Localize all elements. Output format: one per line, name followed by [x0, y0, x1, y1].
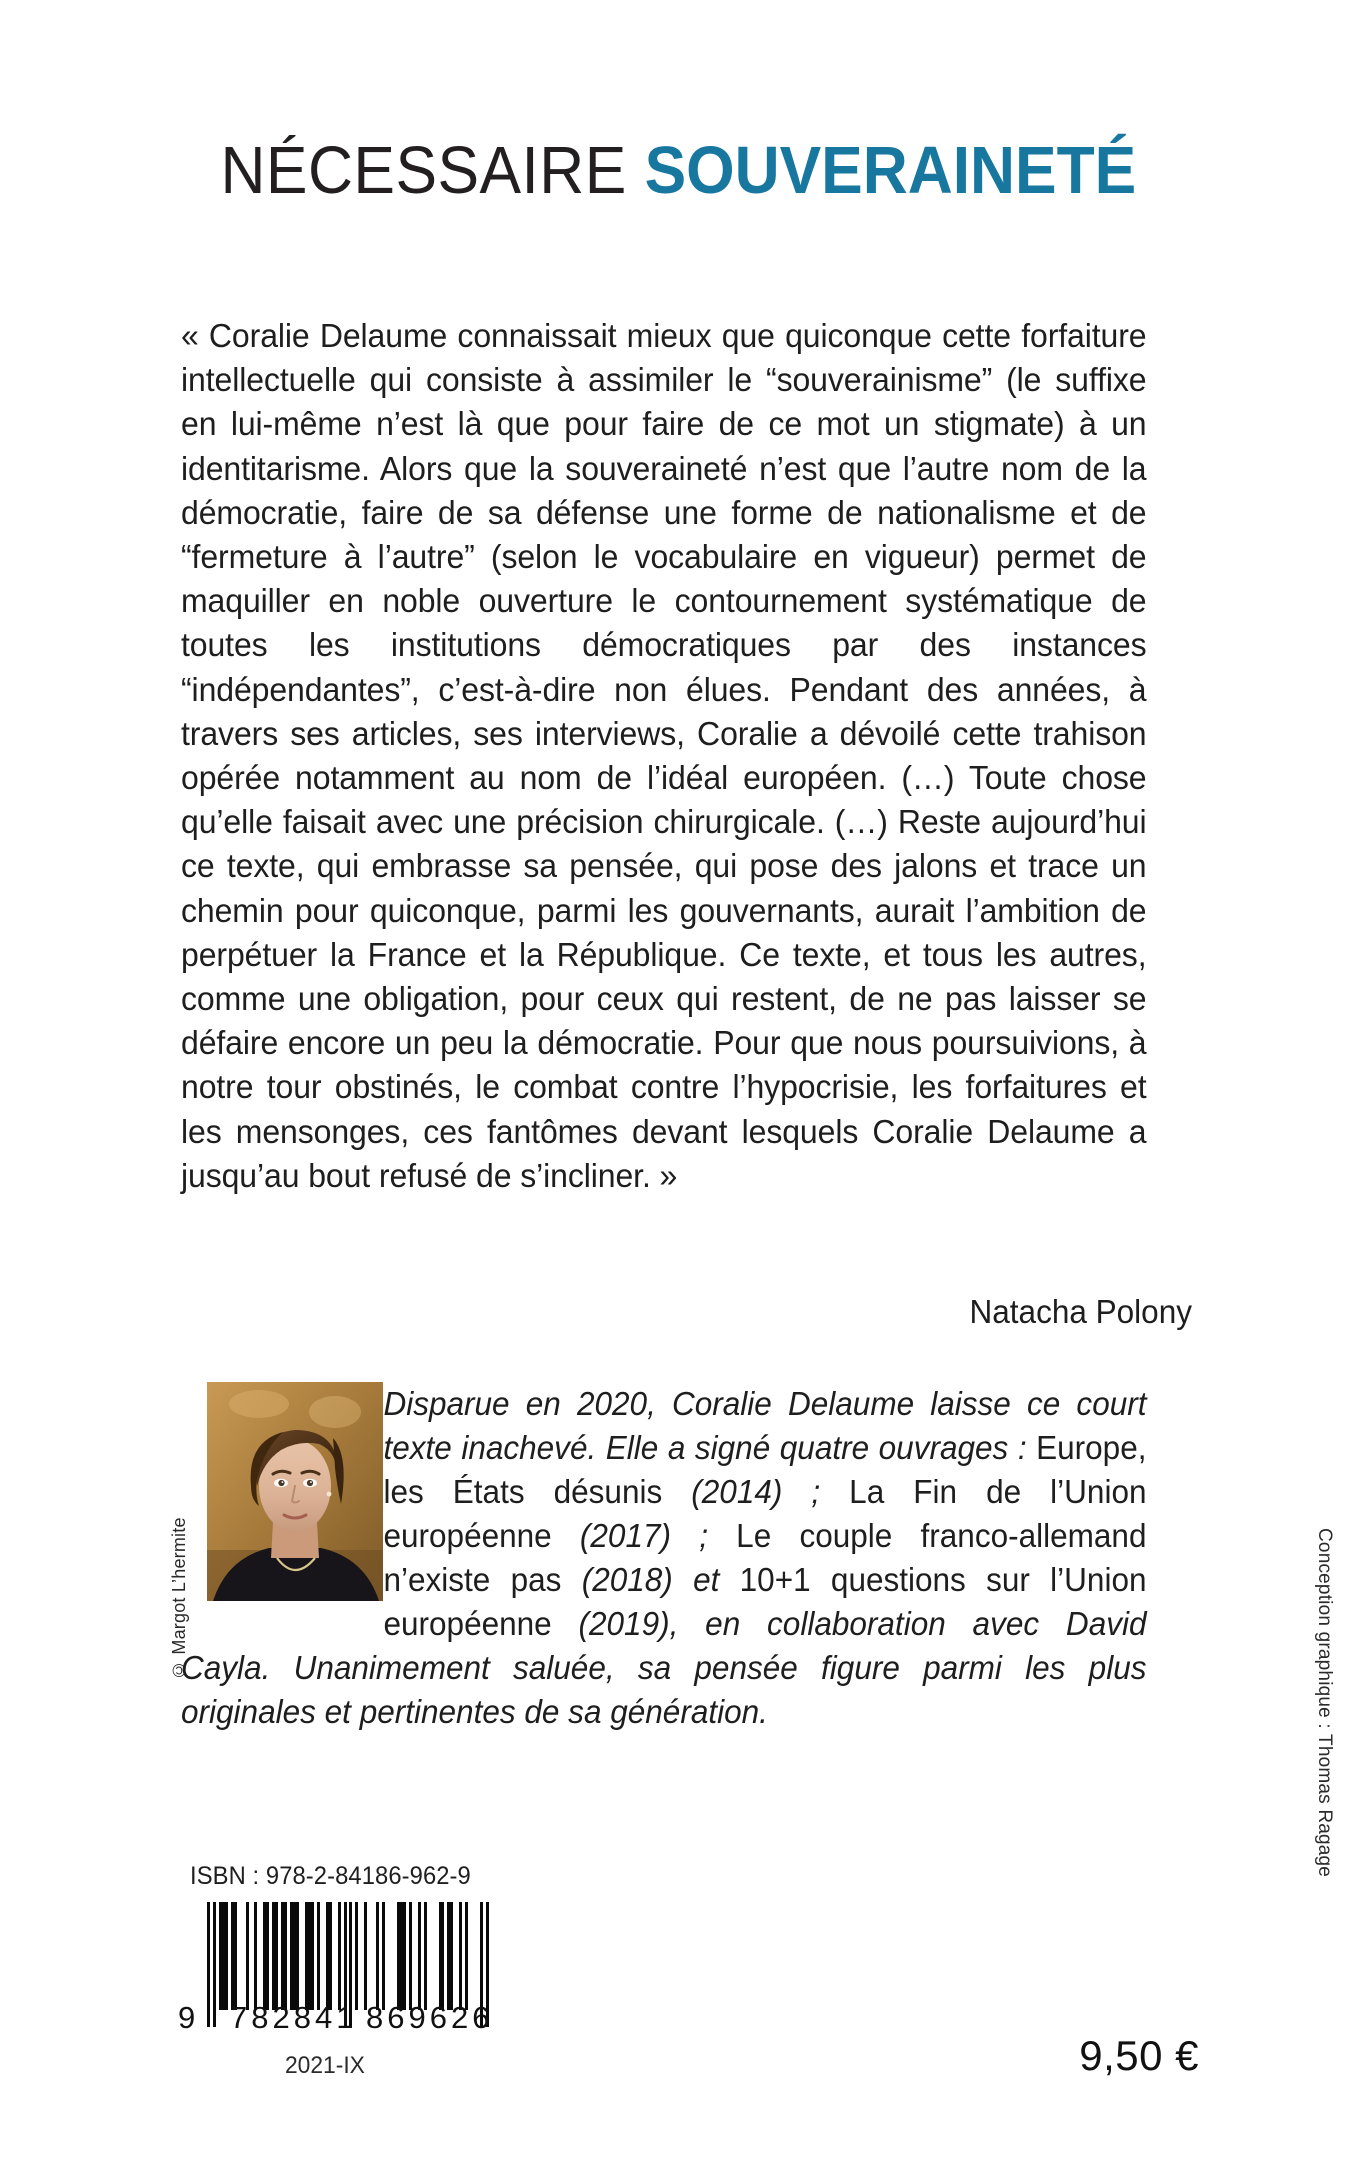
title-text	[221, 132, 1137, 209]
barcode-group-1: 782841	[230, 2000, 358, 2035]
quote-block	[181, 315, 1147, 1199]
price-label: 9,50 €	[1079, 2032, 1199, 2079]
title-plain-part: NÉCESSAIRE	[220, 133, 645, 208]
bio-work-3-year: (2018) et	[561, 1561, 740, 1598]
barcode-bars	[207, 1902, 489, 2010]
bio-work-2-title: La Fin de l’Union européenne	[383, 1473, 1147, 1554]
page-title	[0, 132, 1357, 209]
bio-part-2: , en collaboration avec David Cayla. Unanimement saluée, sa pensée figure parmi les plus originales et pertinentes de sa génération.	[181, 1605, 1147, 1730]
quote-attribution: Natacha Polony	[969, 1293, 1192, 1330]
barcode-left-digit: 9	[178, 2000, 196, 2035]
barcode-group-2: 869626	[366, 2000, 494, 2035]
bio-work-1-title: Europe, les États désunis	[383, 1429, 1147, 1510]
bio-part-1: Disparue en 2020, Coralie Delaume laisse ce court texte inachevé. Elle a signé quatre ouvrages :	[383, 1385, 1147, 1466]
bio-work-4-year: (2019)	[551, 1605, 670, 1642]
designer-credit-label: Conception graphique : Thomas Ragage	[1314, 1528, 1335, 1878]
bio-photo-spacer	[181, 1382, 383, 1607]
title-accent-part: SOUVERAINETÉ	[644, 133, 1137, 208]
bio-paragraph	[181, 1382, 1147, 1734]
bio-work-2-year: (2017) ;	[551, 1517, 737, 1554]
bio-work-3-title: Le couple franco-allemand n’existe pas	[383, 1517, 1147, 1598]
author-bio-section	[169, 1382, 1192, 1772]
isbn-label: ISBN : 978-2-84186-962-9	[190, 1862, 471, 1890]
quote-paragraph: « Coralie Delaume connaissait mieux que quiconque cette forfaiture intellectuelle qui consiste à assimiler le “souverainisme” (le suffixe en lui-même n’est là que pour faire de ce mot un stigmate) à un identitarisme. Alors que la souveraineté n’est que l’autre nom de la démocratie, faire de sa défense une forme de nationalisme et de “fermeture à l’autre” (selon le vocabulaire en vigueur) permet de maquiller en noble ouverture le contournement systématique de toutes les institutions démocratiques par des instances “indépendantes”, c’est-à-dire non élues. Pendant des années, à travers ses articles, ses interviews, Coralie a dévoilé cette trahison opérée notamment au nom de l’idéal européen. (…) Toute chose qu’elle faisait avec une précision chirurgicale. (…) Reste aujourd’hui ce texte, qui embrasse sa pensée, qui pose des jalons et trace un chemin pour quiconque, parmi les gouvernants, aurait l’ambition de perpétuer la France et la République. Ce texte, et tous les autres, comme une obligation, pour ceux qui restent, de ne pas laisser se défaire encore un peu la démocratie. Pour que nous poursuivions, à notre tour obstinés, le combat contre l’hypocrisie, les forfaitures et les mensonges, ces fantômes devant lesquels Coralie Delaume a jusqu’au bout refusé de s’incliner. »	[181, 318, 1147, 1195]
bio-work-1-year: (2014) ;	[662, 1473, 850, 1510]
bio-work-4-title: 10+1 questions sur l’Union européenne	[383, 1561, 1147, 1642]
photo-credit-label: © Margot L’hermite	[169, 1517, 189, 1680]
publication-date: 2021-IX	[285, 2052, 365, 2079]
